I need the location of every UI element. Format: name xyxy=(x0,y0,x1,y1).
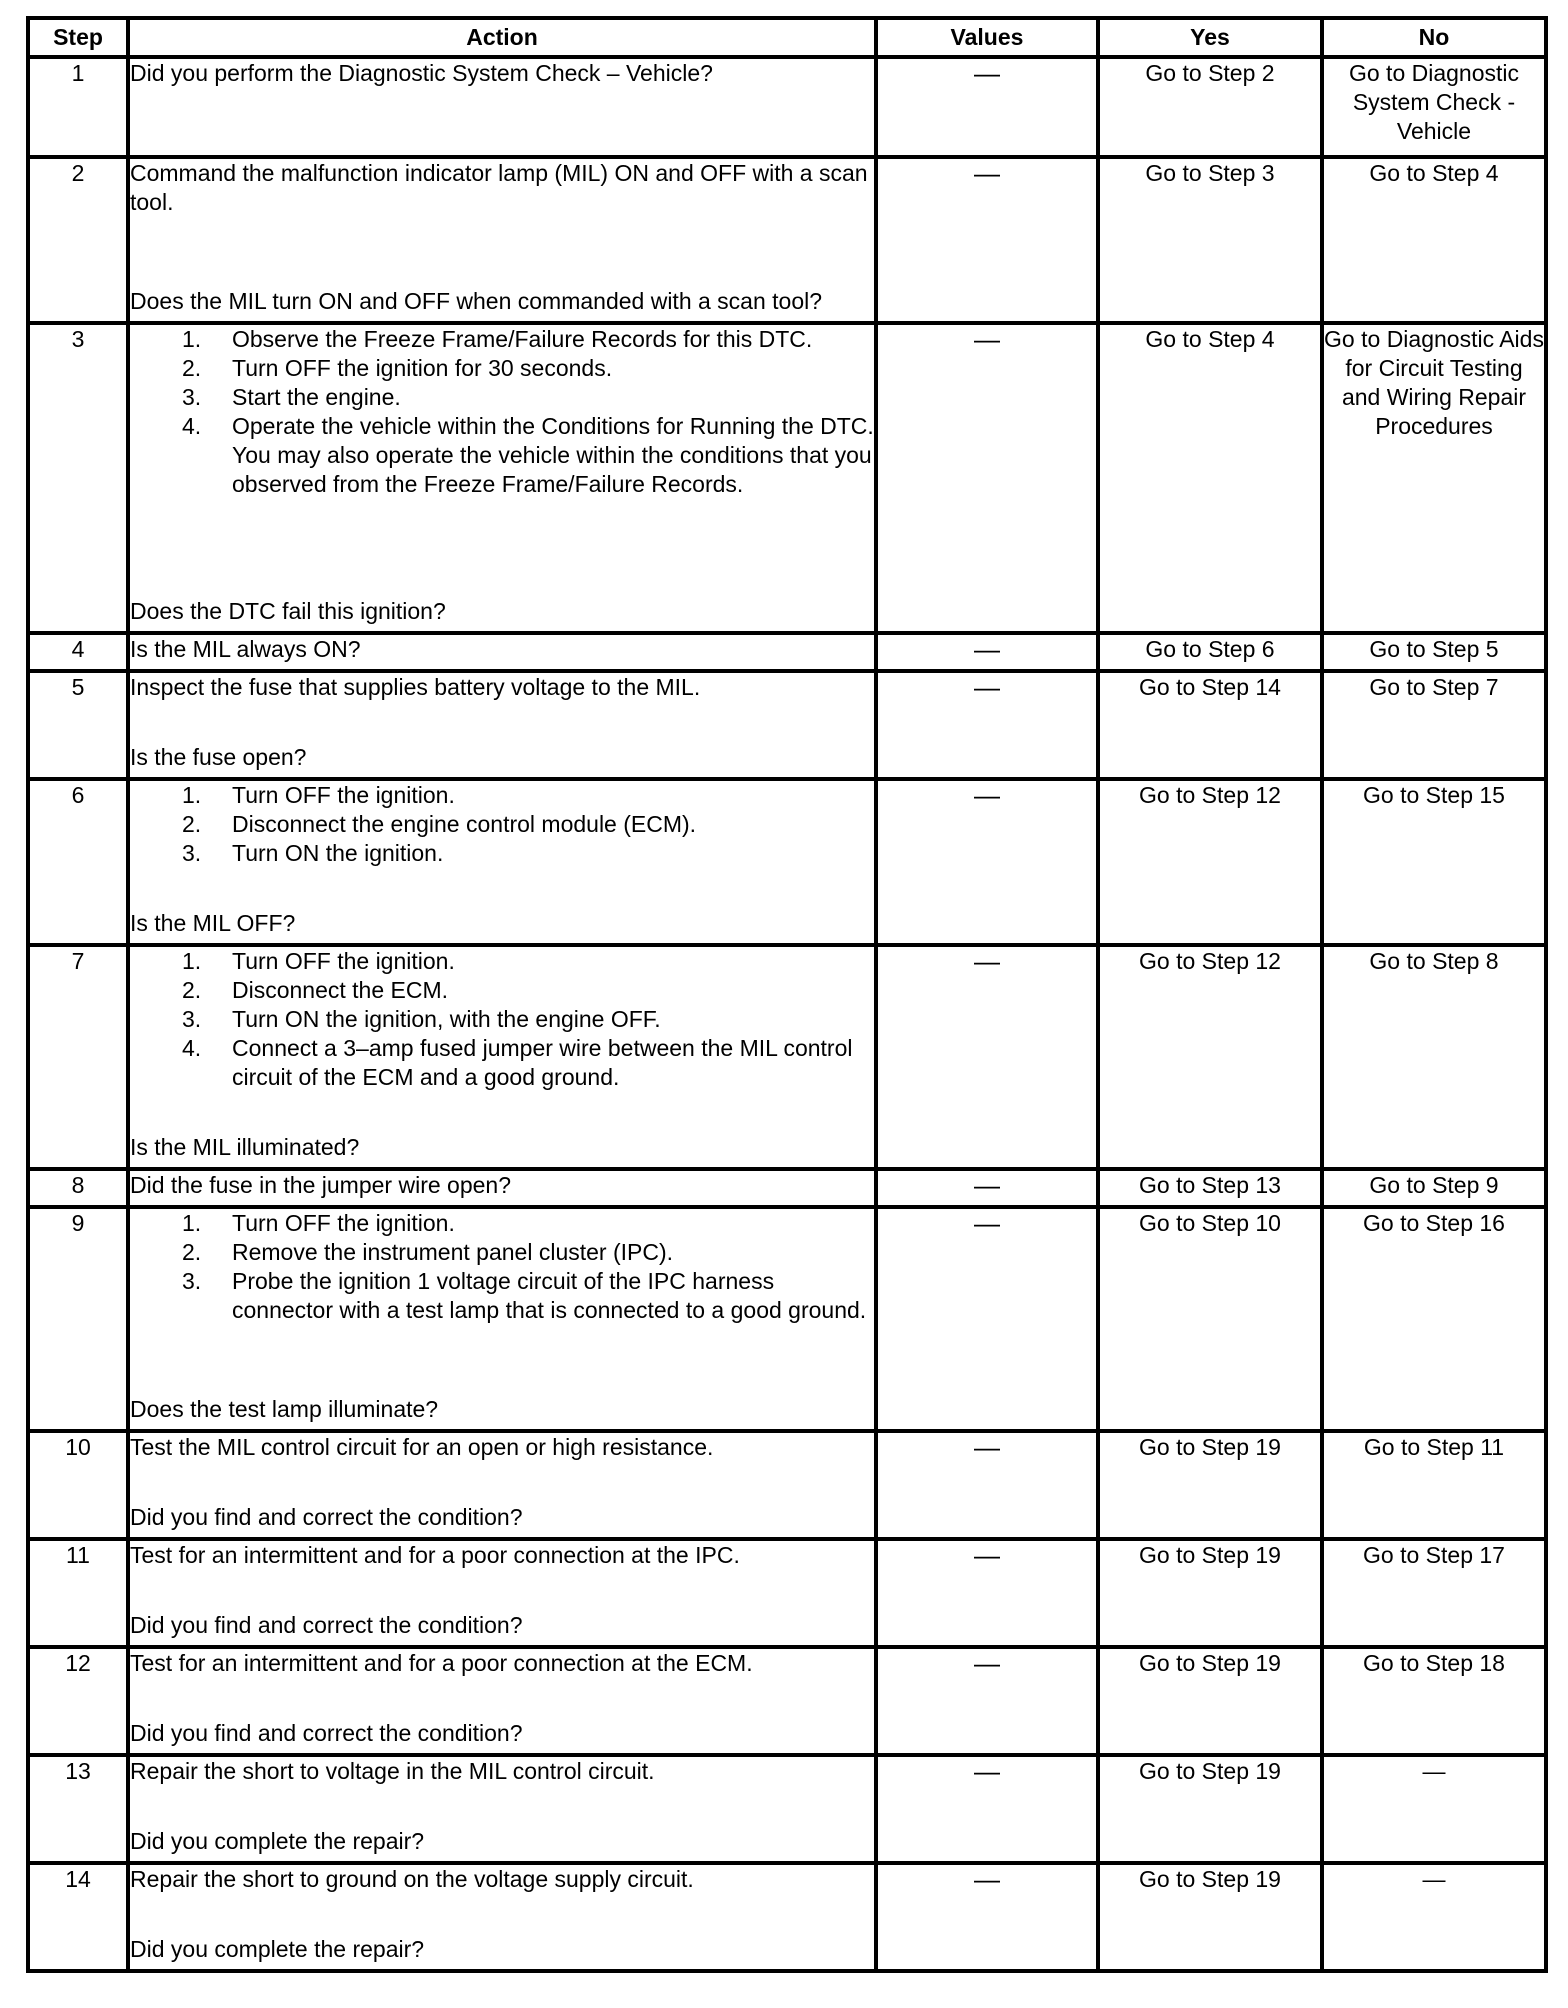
action-cell xyxy=(128,945,876,1169)
values-cell: — xyxy=(876,1863,1098,1971)
action-instruction: Command the malfunction indicator lamp (MIL) ON and OFF with a scan tool. xyxy=(130,160,868,215)
yes-cell: Go to Step 13 xyxy=(1098,1169,1322,1207)
action-instruction: Test the MIL control circuit for an open or high resistance. xyxy=(130,1434,714,1460)
sub-step-list xyxy=(130,325,874,499)
step-number: 12 xyxy=(28,1647,128,1755)
step-number: 11 xyxy=(28,1539,128,1647)
sub-step: 2. Disconnect the engine control module (ECM). xyxy=(182,811,697,837)
action-instruction: Test for an intermittent and for a poor connection at the IPC. xyxy=(130,1542,740,1568)
header-step: Step xyxy=(28,18,128,57)
action-question: Does the MIL turn ON and OFF when commanded with a scan tool? xyxy=(130,288,823,314)
yes-cell: Go to Step 6 xyxy=(1098,633,1322,671)
no-cell: Go to Step 9 xyxy=(1322,1169,1546,1207)
no-cell: — xyxy=(1322,1863,1546,1971)
values-cell: — xyxy=(876,779,1098,945)
sub-step: 2. Turn OFF the ignition for 30 seconds. xyxy=(182,355,613,381)
action-question: Is the MIL illuminated? xyxy=(130,1134,360,1160)
action-question: Does the DTC fail this ignition? xyxy=(130,598,446,624)
no-cell: Go to Step 4 xyxy=(1322,157,1546,323)
action-question: Is the MIL OFF? xyxy=(130,910,296,936)
table-row xyxy=(28,633,1546,671)
sub-step: 1. Observe the Freeze Frame/Failure Records for this DTC. xyxy=(182,326,813,352)
action-question: Is the MIL always ON? xyxy=(130,636,361,662)
step-number: 5 xyxy=(28,671,128,779)
sub-step: 2. Remove the instrument panel cluster (IPC). xyxy=(182,1239,674,1265)
no-cell: Go to Step 16 xyxy=(1322,1207,1546,1431)
sub-step: 3. Start the engine. xyxy=(182,384,401,410)
table-row xyxy=(28,779,1546,945)
no-cell: Go to Step 17 xyxy=(1322,1539,1546,1647)
no-cell: Go to Step 7 xyxy=(1322,671,1546,779)
table-row xyxy=(28,1863,1546,1971)
step-number: 4 xyxy=(28,633,128,671)
sub-step: 3. Probe the ignition 1 voltage circuit of the IPC harness connector with a test lamp that is connected to a good ground. xyxy=(182,1268,867,1323)
action-cell xyxy=(128,323,876,633)
action-cell xyxy=(128,779,876,945)
no-cell: Go to Step 5 xyxy=(1322,633,1546,671)
yes-cell: Go to Step 19 xyxy=(1098,1755,1322,1863)
table-row xyxy=(28,57,1546,157)
sub-step: 3. Turn ON the ignition, with the engine OFF. xyxy=(182,1006,661,1032)
action-cell xyxy=(128,1863,876,1971)
action-instruction: Repair the short to ground on the voltage supply circuit. xyxy=(130,1866,694,1892)
action-cell xyxy=(128,671,876,779)
action-question: Did you perform the Diagnostic System Check – Vehicle? xyxy=(130,60,713,86)
table-row xyxy=(28,1539,1546,1647)
action-question: Did the fuse in the jumper wire open? xyxy=(130,1172,511,1198)
action-cell xyxy=(128,57,876,157)
step-number: 10 xyxy=(28,1431,128,1539)
no-cell: Go to Diagnostic System Check - Vehicle xyxy=(1322,57,1546,157)
no-cell: Go to Step 8 xyxy=(1322,945,1546,1169)
values-cell: — xyxy=(876,945,1098,1169)
action-cell xyxy=(128,157,876,323)
yes-cell: Go to Step 14 xyxy=(1098,671,1322,779)
action-cell xyxy=(128,1647,876,1755)
no-cell: — xyxy=(1322,1755,1546,1863)
action-cell xyxy=(128,1207,876,1431)
values-cell: — xyxy=(876,671,1098,779)
sub-step-list xyxy=(130,947,874,1092)
values-cell: — xyxy=(876,1539,1098,1647)
action-cell xyxy=(128,1539,876,1647)
yes-cell: Go to Step 4 xyxy=(1098,323,1322,633)
no-cell: Go to Step 15 xyxy=(1322,779,1546,945)
yes-cell: Go to Step 19 xyxy=(1098,1539,1322,1647)
step-number: 9 xyxy=(28,1207,128,1431)
action-question: Does the test lamp illuminate? xyxy=(130,1396,439,1422)
sub-step: 1. Turn OFF the ignition. xyxy=(182,948,455,974)
no-cell: Go to Diagnostic Aids for Circuit Testing and Wiring Repair Procedures xyxy=(1322,323,1546,633)
sub-step-list xyxy=(130,781,874,868)
sub-step: 1. Turn OFF the ignition. xyxy=(182,1210,455,1236)
step-number: 2 xyxy=(28,157,128,323)
yes-cell: Go to Step 2 xyxy=(1098,57,1322,157)
yes-cell: Go to Step 12 xyxy=(1098,779,1322,945)
header-action: Action xyxy=(128,18,876,57)
header-no: No xyxy=(1322,18,1546,57)
step-number: 7 xyxy=(28,945,128,1169)
step-number: 8 xyxy=(28,1169,128,1207)
values-cell: — xyxy=(876,633,1098,671)
action-cell xyxy=(128,1755,876,1863)
yes-cell: Go to Step 19 xyxy=(1098,1431,1322,1539)
action-cell xyxy=(128,633,876,671)
sub-step-list xyxy=(130,1209,874,1325)
values-cell: — xyxy=(876,1647,1098,1755)
action-question: Did you find and correct the condition? xyxy=(130,1504,523,1530)
no-cell: Go to Step 18 xyxy=(1322,1647,1546,1755)
values-cell: — xyxy=(876,157,1098,323)
yes-cell: Go to Step 19 xyxy=(1098,1647,1322,1755)
step-number: 3 xyxy=(28,323,128,633)
action-instruction: Inspect the fuse that supplies battery voltage to the MIL. xyxy=(130,674,701,700)
table-row xyxy=(28,1755,1546,1863)
diagnostic-table xyxy=(26,16,1548,1973)
action-cell xyxy=(128,1169,876,1207)
yes-cell: Go to Step 12 xyxy=(1098,945,1322,1169)
step-number: 1 xyxy=(28,57,128,157)
values-cell: — xyxy=(876,1207,1098,1431)
action-instruction: Repair the short to voltage in the MIL control circuit. xyxy=(130,1758,655,1784)
header-values: Values xyxy=(876,18,1098,57)
yes-cell: Go to Step 10 xyxy=(1098,1207,1322,1431)
table-row xyxy=(28,1431,1546,1539)
action-question: Did you complete the repair? xyxy=(130,1828,425,1854)
sub-step: 3. Turn ON the ignition. xyxy=(182,840,444,866)
yes-cell: Go to Step 3 xyxy=(1098,157,1322,323)
step-number: 6 xyxy=(28,779,128,945)
step-number: 14 xyxy=(28,1863,128,1971)
table-row xyxy=(28,157,1546,323)
action-question: Did you find and correct the condition? xyxy=(130,1612,523,1638)
values-cell: — xyxy=(876,1755,1098,1863)
no-cell: Go to Step 11 xyxy=(1322,1431,1546,1539)
table-row xyxy=(28,323,1546,633)
values-cell: — xyxy=(876,1431,1098,1539)
table-row xyxy=(28,1169,1546,1207)
header-yes: Yes xyxy=(1098,18,1322,57)
values-cell: — xyxy=(876,57,1098,157)
action-cell xyxy=(128,1431,876,1539)
action-question: Is the fuse open? xyxy=(130,744,307,770)
values-cell: — xyxy=(876,1169,1098,1207)
yes-cell: Go to Step 19 xyxy=(1098,1863,1322,1971)
values-cell: — xyxy=(876,323,1098,633)
sub-step: 1. Turn OFF the ignition. xyxy=(182,782,455,808)
action-instruction: Test for an intermittent and for a poor connection at the ECM. xyxy=(130,1650,753,1676)
header-row xyxy=(28,18,1546,57)
sub-step: 4. Connect a 3–amp fused jumper wire between the MIL control circuit of the ECM and a good ground. xyxy=(182,1035,853,1090)
sub-step: 4. Operate the vehicle within the Conditions for Running the DTC. You may also operate the vehicle within the conditions that you observed from the Freeze Frame/Failure Records. xyxy=(182,413,874,497)
table-row xyxy=(28,1647,1546,1755)
action-question: Did you complete the repair? xyxy=(130,1936,425,1962)
table-row xyxy=(28,671,1546,779)
table-row xyxy=(28,1207,1546,1431)
table-row xyxy=(28,945,1546,1169)
action-question: Did you find and correct the condition? xyxy=(130,1720,523,1746)
sub-step: 2. Disconnect the ECM. xyxy=(182,977,449,1003)
step-number: 13 xyxy=(28,1755,128,1863)
